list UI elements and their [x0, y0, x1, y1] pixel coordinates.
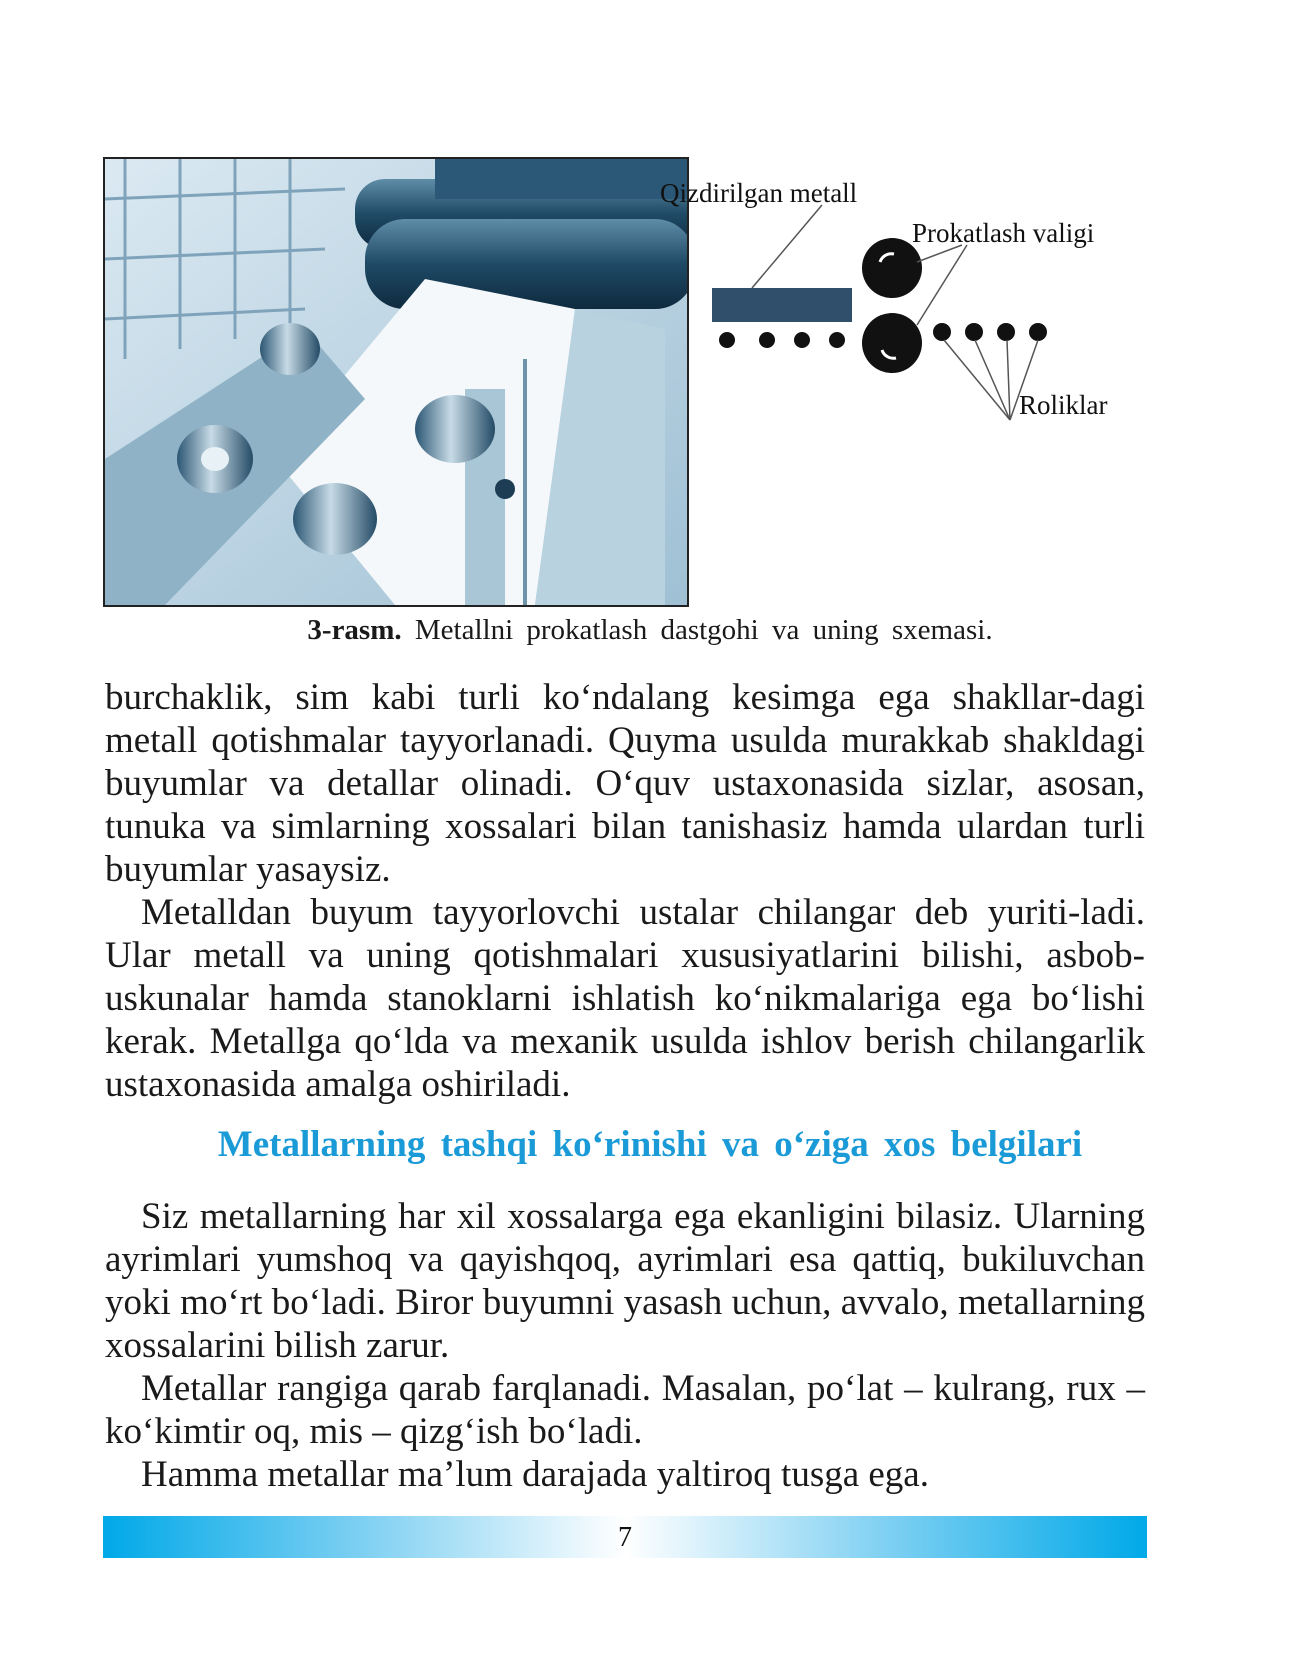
heated-metal-bar: [712, 288, 852, 322]
page-number: 7: [618, 1522, 632, 1553]
right-rollers: [933, 323, 1047, 341]
section-heading: Metallarning tashqi ko‘rinishi va o‘ziga xos belgilari: [217, 1124, 1083, 1165]
section-paragraph-1: Siz metallarning har xil xossalarga ega ekanligini bilasiz. Ularning ayrimlari yumshoq va qayishqoq, ayrimlari esa qattiq, bukiluvchan yoki mo‘rt bo‘ladi. Biror buyumni yasash uchun, avvalo, metallarning xossalarini bilish zarur.: [105, 1196, 1145, 1366]
figure-caption: [0, 614, 1300, 647]
label-rolling-roll: Prokatlash valigi: [912, 218, 1095, 248]
lower-roll: [862, 313, 922, 373]
caption-number: 3-rasm.: [307, 614, 402, 646]
rolling-machine-photo: [103, 157, 689, 607]
paragraph-1: burchaklik, sim kabi turli ko‘ndalang kesimga ega shakllar-dagi metall qotishmalar tayyorlanadi. Quyma usulda murakkab shakldagi buyumlar va detallar olinadi. O‘quv ustaxonasida sizlar, asosan, tunuka va simlarning xossalari bilan tanishasiz hamda ulardan turli buyumlar yasaysiz.: [105, 677, 1145, 890]
footer-bar: [103, 1516, 1147, 1558]
caption-text: Metallni prokatlash dastgohi va uning sxemasi.: [414, 614, 993, 646]
paragraph-2: Metalldan buyum tayyorlovchi ustalar chilangar deb yuriti-ladi. Ular metall va uning qotishmalari xususiyatlarini bilishi, asbob-uskunalar hamda stanoklarni ishlatish ko‘nikmalariga ega bo‘lishi kerak. Metallga qo‘lda va mexanik usulda ishlov berish chilangarlik ustaxonasida amalga oshiriladi.: [105, 892, 1145, 1105]
label-rollers: Roliklar: [1019, 390, 1108, 420]
section-paragraph-2: Metallar rangiga qarab farqlanadi. Masalan, po‘lat – kulrang, rux – ko‘kimtir oq, mis – qizg‘ish bo‘ladi.: [105, 1368, 1145, 1452]
left-rollers: [719, 332, 845, 348]
label-heated-metal: Qizdirilgan metall: [660, 178, 858, 208]
rolling-schematic: [660, 178, 1152, 470]
section-paragraph-3: Hamma metallar ma’lum darajada yaltiroq tusga ega.: [141, 1454, 929, 1495]
